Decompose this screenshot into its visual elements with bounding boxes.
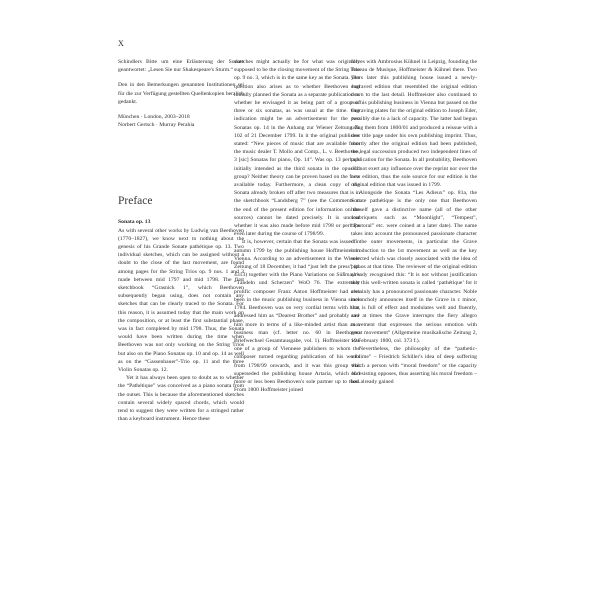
signature-line-1: München · London, 2003–2018 (118, 114, 190, 121)
right-paragraph-1: forces with Ambrosius Kühnel in Leipzig, founding the Bureau de Musique, Hoffmeister & Kühnel there. Two years later this publishing house issued a newly-engraved edition that resembled the original edition down to the last detail. Hoffmeister also continued to run his publishing business in Vienna but passed on the engraving plates for the original edition to Joseph Eder, possibly due to a lack of capacity. The latter had begun using them from 1800/01 and produced a reissue with a new title page under his own publishing imprint. Thus, shortly after the original edition had been published, the legal succession produced two independent lines of publication for the Sonata. In all probability, Beethoven did not exert any influence over the reprint nor over the new edition, thus the sole source for our edition is the original edition that was issued in 1799. (351, 59, 477, 189)
right-paragraph-3: Nevertheless, the philosophy of the “pathetic-sublime” – Friedrich Schiller's idea of deep suffering which a person with “moral freedom” or the capacity of resisting opposes, thus asserting his moral freedom – had already gained (351, 346, 477, 385)
page-number: X (118, 39, 125, 48)
left-column (118, 58, 244, 586)
right-paragraph-2: Alongside the Sonata “Les Adieux” op. 81a, the Sonate pathétique is the only one that Beethoven himself gave a distinctive name (all of the other soubriquets such as “Moonlight”, “Tempest”, “Pastoral” etc. were coined at a later date). The name takes into account the pronounced passionate character of the outer movements, in particular the Grave introduction to the 1st movement as well as the key selected which was closely associated with the idea of pathos at that time. The reviewer of the original edition already recognised this: “It is not without justification that this well-written sonata is called ‘pathétique’ for it certainly has a pronounced passionate character. Noble melancholy announces itself in the Grave in c minor, that is full of effect and modulates well and fluently, and at times the Grave interrupts the fiery allegro movement that expresses the serious emotion with great movement” (Allgemeine musikalische Zeitung 2, 19 February 1800, col. 373 f.). (351, 190, 477, 344)
right-column (351, 58, 477, 590)
english-paragraph-1: As with several other works by Ludwig van Beethoven (1770–1827), we know next to nothing about the genesis of his Grande Sonate pathétique op. 13. Two individual sketches, which can be assigned without a doubt to the close of the last movement, are found among pages for the String Trios op. 9 nos. 1 and 3 made between mid 1797 and mid 1798. The first sketchbook “Grasnick 1”, which Beethoven subsequently began using, does not contain any sketches that can be clearly traced to the Sonata. For this reason, it is assumed today that the main work on the composition, or at least the first substantial phase, was in fact completed by mid 1798. Thus, the Sonata would have been written during the time when Beethoven was not only working on the String Trios but also on the Piano Sonatas op. 10 and op. 14 as well as on the “Gassenhauer”-Trio op. 11 and the three Violin Sonatas op. 12. (118, 227, 244, 374)
middle-column (234, 58, 360, 586)
preface-spacing (118, 129, 244, 195)
german-paragraph-2: Den in den Bemerkungen genannten Institutionen sei für die zur Verfügung gestellten Quellenkopien herzlich gedankt. (118, 82, 244, 105)
paragraph-gap (118, 74, 244, 81)
german-paragraph-1: Schindlers Bitte um eine Erläuterung der Sonate geantwortet: „Lesen Sie nur Shakespeare's Sturm.“ (118, 59, 244, 74)
paragraph-gap (118, 106, 244, 113)
sonata-heading: Sonata op. 13 (118, 219, 151, 226)
middle-paragraph-2: It is, however, certain that the Sonata was issued in autumn 1799 by the publishing house Hoffmeister in Vienna. According to an advertisement in the Wiener Zeitung of 18 December, it had “just left the press” (p. 4313) together with the Piano Variations on Süßmayr's “Tändeln und Scherzen” WoO 76. The extremely prolific composer Franz Anton Hoffmeister had also been in the music publishing business in Vienna since 1784. Beethoven was on very cordial terms with him, addressed him as “Dearest Brother” and probably saw him more in terms of a like-minded artist than as a business man (cf. letter no. 60 in Beethoven Briefwechsel Gesamtausgabe, vol. 1). Hoffmeister was one of a group of Viennese publishers to whom the composer turned regarding publication of his works from 1798/99 onwards, and it was this group that superseded the publishing house Artaria, which had more or less been Beethoven's sole partner up to then. From 1800 Hoffmeister joined (234, 239, 360, 394)
preface-heading: Preface (118, 195, 153, 208)
signature-line-2: Norbert Gertsch · Murray Perahia (118, 122, 195, 129)
english-paragraph-2: Yet it has always been open to doubt as to whether the “Pathétique” was conceived as a piano sonata from the outset. This is because the aforementioned sketches contain several widely spaced chords, which would tend to suggest they were written for a stringed rather than a keyboard instrument. Hence these (118, 375, 244, 423)
middle-paragraph-1: sketches might actually be for what was originally supposed to be the closing movement of the String Trio op. 9 no. 3, which is in the same key as the Sonata. The question also arises as to whether Beethoven had initially planned the Sonata as a separate publication or whether he envisaged it as being part of a group of three or six sonatas, as was usual at the time. One indication might be an advertisement for the two Sonatas op. 14 in the Anhang zur Wiener Zeitung № 102 of 21 December 1799. In it the original publisher stated: “New pieces of music that are available from the music dealer T. Mollo and Comp., L. v. Beethoven, 3 [sic] Sonatas for piano, Op. 14”. Was op. 13 perhaps initially intended as the third sonata in the opus-14 group? Neither theory can be proven based on the facts available today. Furthermore, a clean copy of the Sonata already broken off after two measures that is in the sketchbook “Landsberg 7” (see the Comments at the end of the present edition for information on the sources) cannot be dated precisely. It is unclear whether it was also made before mid 1798 or perhaps even later during the course of 1798/99. (234, 59, 360, 238)
